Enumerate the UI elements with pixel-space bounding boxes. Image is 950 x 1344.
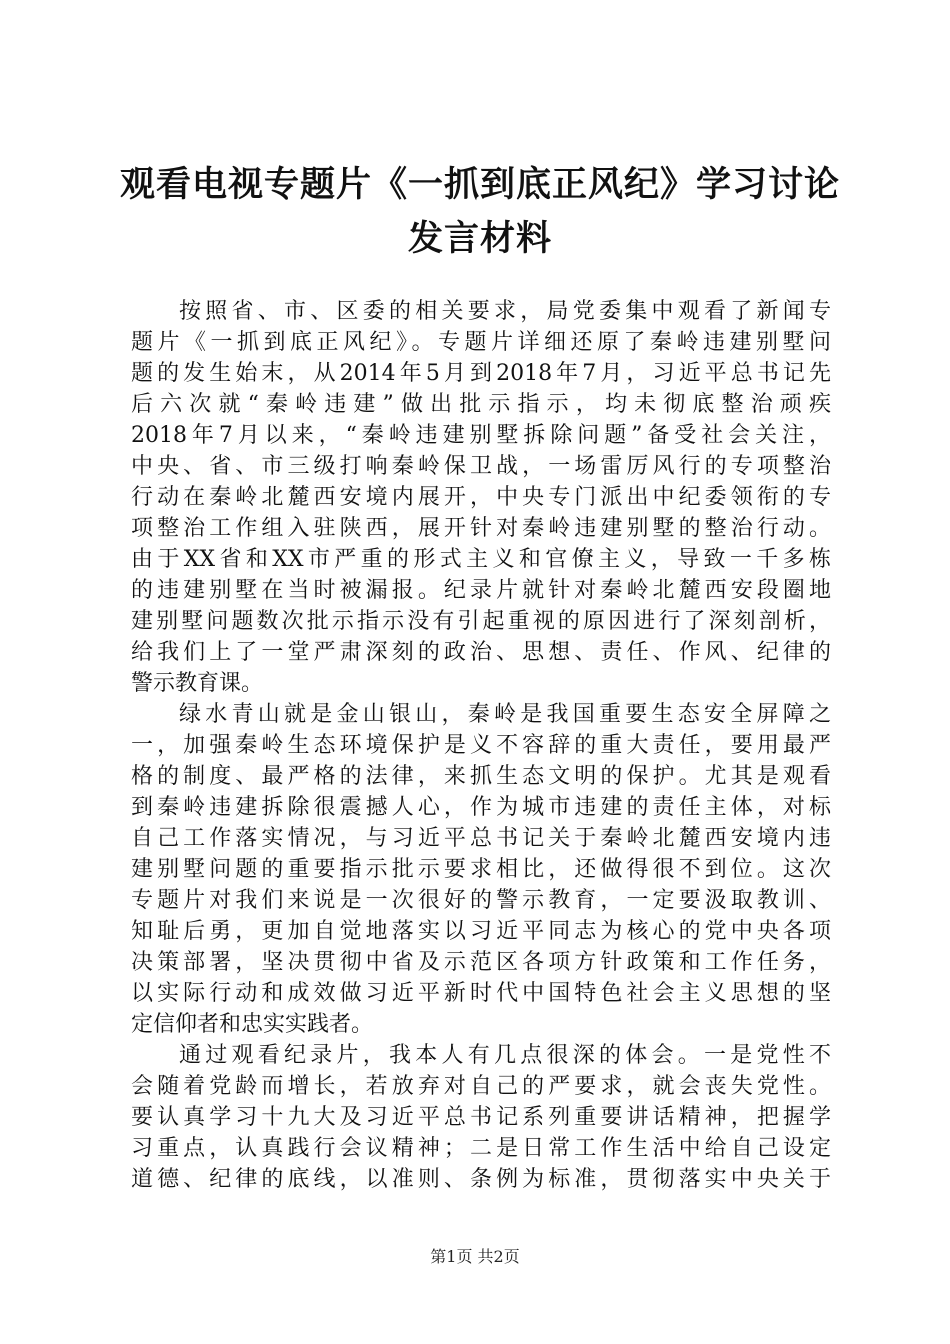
paragraph-line: 建别墅问题的重要指示批示要求相比，还做得很不到位。这次	[131, 857, 831, 882]
title-line-1: 观看电视专题片《一抓到底正风纪》学习讨论	[119, 164, 840, 205]
title-line-2: 发言材料	[407, 218, 552, 259]
paragraph-line: 建别墅问题数次批示指示没有引起重视的原因进行了深刻剖析，	[131, 609, 831, 634]
paragraph-line: 会随着党龄而增长，若放弃对自己的严要求，就会丧失党性。	[131, 1074, 831, 1099]
paragraph-line: 行动在秦岭北麓西安境内展开，中央专门派出中纪委领衔的专	[131, 485, 831, 510]
paragraph-line: 通过观看纪录片，我本人有几点很深的体会。一是党性不	[179, 1043, 831, 1068]
paragraph-line: 格的制度、最严格的法律，来抓生态文明的保护。尤其是观看	[131, 764, 831, 789]
paragraph-line: 决策部署，坚决贯彻中省及示范区各项方针政策和工作任务，	[131, 950, 831, 975]
paragraph-line: 知耻后勇，更加自觉地落实以习近平同志为核心的党中央各项	[131, 919, 831, 944]
paragraph-line: 2018年7月以来，“秦岭违建别墅拆除问题”备受社会关注，	[131, 423, 831, 448]
paragraph-line: 习重点，认真践行会议精神；二是日常工作生活中给自己设定	[131, 1136, 831, 1161]
paragraph-line: 道德、纪律的底线，以准则、条例为标准，贯彻落实中央关于	[131, 1167, 831, 1192]
paragraph-line: 按照省、市、区委的相关要求，局党委集中观看了新闻专	[179, 299, 831, 324]
paragraph-line: 一，加强秦岭生态环境保护是义不容辞的重大责任，要用最严	[131, 733, 831, 758]
document-title	[100, 158, 860, 266]
page-footer: 第1页 共2页	[430, 1247, 520, 1266]
paragraph-1	[131, 296, 831, 699]
paragraph-3	[131, 1040, 831, 1195]
paragraph-line: 以实际行动和成效做习近平新时代中国特色社会主义思想的坚	[131, 981, 831, 1006]
paragraph-line: 由于XX省和XX市严重的形式主义和官僚主义，导致一千多栋	[131, 547, 831, 572]
paragraph-line: 后六次就“秦岭违建”做出批示指示，均未彻底整治顽疾	[131, 392, 831, 417]
paragraph-line: 绿水青山就是金山银山，秦岭是我国重要生态安全屏障之	[179, 702, 831, 727]
paragraph-line: 定信仰者和忠实实践者。	[131, 1012, 374, 1037]
paragraph-line: 给我们上了一堂严肃深刻的政治、思想、责任、作风、纪律的	[131, 640, 831, 665]
paragraph-line: 中央、省、市三级打响秦岭保卫战，一场雷厉风行的专项整治	[131, 454, 831, 479]
paragraph-line: 题的发生始末，从2014年5月到2018年7月，习近平总书记先	[131, 361, 831, 386]
paragraph-line: 项整治工作组入驻陕西，展开针对秦岭违建别墅的整治行动。	[131, 516, 831, 541]
paragraph-line: 警示教育课。	[131, 671, 264, 696]
paragraph-line: 到秦岭违建拆除很震撼人心，作为城市违建的责任主体，对标	[131, 795, 831, 820]
paragraph-2	[131, 699, 831, 1040]
paragraph-line: 的违建别墅在当时被漏报。纪录片就针对秦岭北麓西安段圈地	[131, 578, 831, 603]
paragraph-line: 要认真学习十九大及习近平总书记系列重要讲话精神，把握学	[131, 1105, 831, 1130]
document-body	[131, 296, 831, 1195]
paragraph-line: 自己工作落实情况，与习近平总书记关于秦岭北麓西安境内违	[131, 826, 831, 851]
paragraph-line: 专题片对我们来说是一次很好的警示教育，一定要汲取教训、	[131, 888, 831, 913]
paragraph-line: 题片《一抓到底正风纪》。专题片详细还原了秦岭违建别墅问	[131, 330, 831, 355]
